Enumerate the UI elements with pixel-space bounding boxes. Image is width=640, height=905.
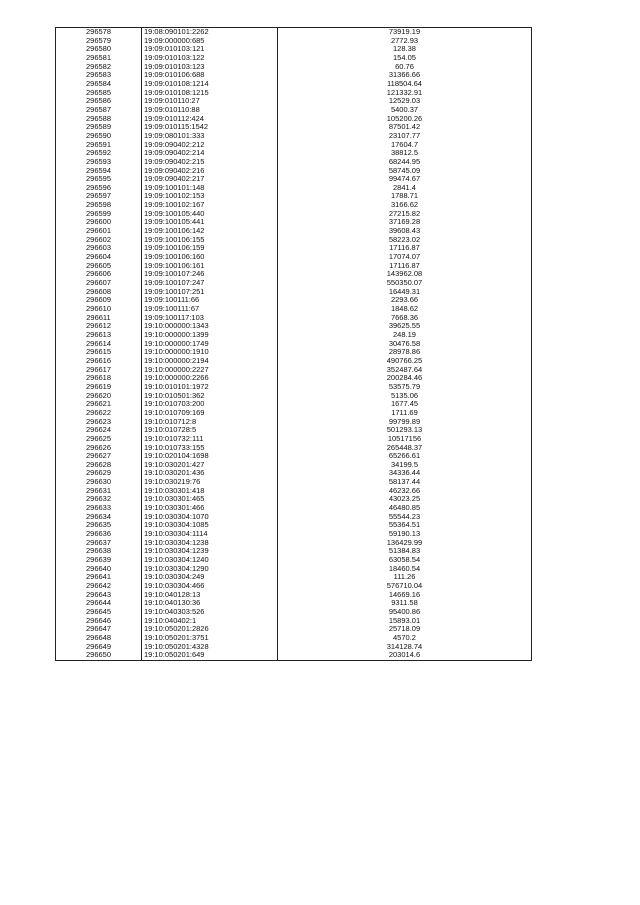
amount-cell: 352487.64 — [278, 366, 532, 375]
amount-cell: 34199.5 — [278, 461, 532, 470]
cadastral-code-cell: 19:09:100111:67 — [142, 305, 278, 314]
row-id-cell: 296631 — [56, 487, 142, 496]
cadastral-code-cell: 19:10:030304:466 — [142, 582, 278, 591]
cadastral-code-cell: 19:09:100102:167 — [142, 201, 278, 210]
row-id-cell: 296582 — [56, 63, 142, 72]
amount-cell: 248.19 — [278, 331, 532, 340]
cadastral-code-cell: 19:10:000000:2227 — [142, 366, 278, 375]
row-id-cell: 296587 — [56, 106, 142, 115]
table-row — [56, 296, 532, 305]
amount-cell: 105200.26 — [278, 115, 532, 124]
cadastral-code-cell: 19:10:000000:2194 — [142, 357, 278, 366]
cadastral-code-cell: 19:09:010106:688 — [142, 71, 278, 80]
cadastral-code-cell: 19:09:090402:216 — [142, 167, 278, 176]
table-row — [56, 244, 532, 253]
cadastral-code-cell: 19:10:020104:1698 — [142, 452, 278, 461]
amount-cell: 265448.37 — [278, 444, 532, 453]
amount-cell: 87501.42 — [278, 123, 532, 132]
amount-cell: 37169.28 — [278, 218, 532, 227]
row-id-cell: 296601 — [56, 227, 142, 236]
cadastral-code-cell: 19:09:100101:148 — [142, 184, 278, 193]
table-row — [56, 322, 532, 331]
amount-cell: 5400.37 — [278, 106, 532, 115]
table-row — [56, 227, 532, 236]
table-row — [56, 184, 532, 193]
row-id-cell: 296590 — [56, 132, 142, 141]
row-id-cell: 296625 — [56, 435, 142, 444]
row-id-cell: 296589 — [56, 123, 142, 132]
table-row — [56, 340, 532, 349]
amount-cell: 99799.89 — [278, 418, 532, 427]
table-row — [56, 89, 532, 98]
row-id-cell: 296650 — [56, 651, 142, 660]
cadastral-code-cell: 19:10:030304:1240 — [142, 556, 278, 565]
row-id-cell: 296599 — [56, 210, 142, 219]
table-row — [56, 374, 532, 383]
table-row — [56, 132, 532, 141]
cadastral-code-cell: 19:10:000000:2266 — [142, 374, 278, 383]
amount-cell: 1848.62 — [278, 305, 532, 314]
cadastral-code-cell: 19:10:000000:1749 — [142, 340, 278, 349]
row-id-cell: 296626 — [56, 444, 142, 453]
amount-cell: 27215.82 — [278, 210, 532, 219]
cadastral-code-cell: 19:10:030201:427 — [142, 461, 278, 470]
row-id-cell: 296608 — [56, 288, 142, 297]
cadastral-code-cell: 19:10:030301:418 — [142, 487, 278, 496]
amount-cell: 16449.31 — [278, 288, 532, 297]
table-row — [56, 565, 532, 574]
table-row — [56, 625, 532, 634]
row-id-cell: 296610 — [56, 305, 142, 314]
amount-cell: 38812.5 — [278, 149, 532, 158]
cadastral-code-cell: 19:10:010501:362 — [142, 392, 278, 401]
cadastral-code-cell: 19:10:030201:436 — [142, 469, 278, 478]
cadastral-code-cell: 19:10:040128:13 — [142, 591, 278, 600]
cadastral-code-cell: 19:10:030304:249 — [142, 573, 278, 582]
cadastral-code-cell: 19:09:000000:685 — [142, 37, 278, 46]
cadastral-code-cell: 19:10:050201:3751 — [142, 634, 278, 643]
cadastral-code-cell: 19:10:050201:649 — [142, 651, 278, 660]
cadastral-code-cell: 19:10:030219:76 — [142, 478, 278, 487]
row-id-cell: 296597 — [56, 192, 142, 201]
row-id-cell: 296648 — [56, 634, 142, 643]
table-row — [56, 461, 532, 470]
cadastral-code-cell: 19:09:090402:217 — [142, 175, 278, 184]
amount-cell: 550350.07 — [278, 279, 532, 288]
row-id-cell: 296584 — [56, 80, 142, 89]
amount-cell: 154.05 — [278, 54, 532, 63]
table-row — [56, 495, 532, 504]
row-id-cell: 296602 — [56, 236, 142, 245]
table-body — [56, 28, 532, 661]
amount-cell: 51384.83 — [278, 547, 532, 556]
amount-cell: 501293.13 — [278, 426, 532, 435]
cadastral-code-cell: 19:10:010703:200 — [142, 400, 278, 409]
table-row — [56, 54, 532, 63]
table-row — [56, 28, 532, 37]
amount-cell: 17604.7 — [278, 141, 532, 150]
row-id-cell: 296583 — [56, 71, 142, 80]
row-id-cell: 296600 — [56, 218, 142, 227]
table-row — [56, 539, 532, 548]
amount-cell: 4570.2 — [278, 634, 532, 643]
table-row — [56, 392, 532, 401]
cadastral-code-cell: 19:09:010112:424 — [142, 115, 278, 124]
amount-cell: 99474.67 — [278, 175, 532, 184]
row-id-cell: 296616 — [56, 357, 142, 366]
row-id-cell: 296606 — [56, 270, 142, 279]
amount-cell: 2772.93 — [278, 37, 532, 46]
table-row — [56, 582, 532, 591]
table-row — [56, 175, 532, 184]
table-row — [56, 314, 532, 323]
amount-cell: 118504.64 — [278, 80, 532, 89]
amount-cell: 1677.45 — [278, 400, 532, 409]
row-id-cell: 296621 — [56, 400, 142, 409]
amount-cell: 5135.06 — [278, 392, 532, 401]
cadastral-code-cell: 19:09:010108:1214 — [142, 80, 278, 89]
cadastral-code-cell: 19:09:100106:161 — [142, 262, 278, 271]
row-id-cell: 296637 — [56, 539, 142, 548]
cadastral-code-cell: 19:10:030304:1238 — [142, 539, 278, 548]
row-id-cell: 296581 — [56, 54, 142, 63]
cadastral-code-cell: 19:10:010728:5 — [142, 426, 278, 435]
table-row — [56, 97, 532, 106]
row-id-cell: 296586 — [56, 97, 142, 106]
row-id-cell: 296618 — [56, 374, 142, 383]
amount-cell: 2841.4 — [278, 184, 532, 193]
table-row — [56, 123, 532, 132]
cadastral-code-cell: 19:09:100106:160 — [142, 253, 278, 262]
table-row — [56, 444, 532, 453]
row-id-cell: 296604 — [56, 253, 142, 262]
row-id-cell: 296607 — [56, 279, 142, 288]
table-row — [56, 366, 532, 375]
row-id-cell: 296640 — [56, 565, 142, 574]
cadastral-code-cell: 19:09:010110:27 — [142, 97, 278, 106]
row-id-cell: 296645 — [56, 608, 142, 617]
cadastral-code-cell: 19:10:000000:1343 — [142, 322, 278, 331]
cadastral-code-cell: 19:09:010103:122 — [142, 54, 278, 63]
amount-cell: 55364.51 — [278, 521, 532, 530]
row-id-cell: 296630 — [56, 478, 142, 487]
table-row — [56, 210, 532, 219]
table-row — [56, 400, 532, 409]
table-row — [56, 115, 532, 124]
table-row — [56, 409, 532, 418]
cadastral-code-cell: 19:10:000000:1910 — [142, 348, 278, 357]
cadastral-code-cell: 19:09:090402:212 — [142, 141, 278, 150]
row-id-cell: 296588 — [56, 115, 142, 124]
table-row — [56, 348, 532, 357]
table-row — [56, 218, 532, 227]
row-id-cell: 296591 — [56, 141, 142, 150]
amount-cell: 34336.44 — [278, 469, 532, 478]
amount-cell: 43023.25 — [278, 495, 532, 504]
cadastral-code-cell: 19:10:030304:1085 — [142, 521, 278, 530]
row-id-cell: 296632 — [56, 495, 142, 504]
row-id-cell: 296646 — [56, 617, 142, 626]
row-id-cell: 296629 — [56, 469, 142, 478]
cadastral-code-cell: 19:10:000000:1399 — [142, 331, 278, 340]
amount-cell: 136429.99 — [278, 539, 532, 548]
amount-cell: 46480.85 — [278, 504, 532, 513]
amount-cell: 1711.69 — [278, 409, 532, 418]
amount-cell: 121332.91 — [278, 89, 532, 98]
amount-cell: 1788.71 — [278, 192, 532, 201]
cadastral-code-cell: 19:10:030304:1239 — [142, 547, 278, 556]
cadastral-code-cell: 19:09:090402:215 — [142, 158, 278, 167]
table-row — [56, 236, 532, 245]
amount-cell: 143962.08 — [278, 270, 532, 279]
table-row — [56, 80, 532, 89]
cadastral-code-cell: 19:10:010732:111 — [142, 435, 278, 444]
cadastral-code-cell: 19:09:100117:103 — [142, 314, 278, 323]
row-id-cell: 296647 — [56, 625, 142, 634]
row-id-cell: 296638 — [56, 547, 142, 556]
amount-cell: 14669.16 — [278, 591, 532, 600]
table-row — [56, 288, 532, 297]
row-id-cell: 296615 — [56, 348, 142, 357]
amount-cell: 128.38 — [278, 45, 532, 54]
table-row — [56, 279, 532, 288]
cadastral-code-cell: 19:08:090101:2262 — [142, 28, 278, 37]
table-row — [56, 158, 532, 167]
row-id-cell: 296596 — [56, 184, 142, 193]
row-id-cell: 296635 — [56, 521, 142, 530]
row-id-cell: 296603 — [56, 244, 142, 253]
table-row — [56, 513, 532, 522]
table-row — [56, 469, 532, 478]
amount-cell: 2293.66 — [278, 296, 532, 305]
cadastral-code-cell: 19:10:030304:1290 — [142, 565, 278, 574]
table-row — [56, 418, 532, 427]
row-id-cell: 296609 — [56, 296, 142, 305]
amount-cell: 17074.07 — [278, 253, 532, 262]
amount-cell: 59190.13 — [278, 530, 532, 539]
table-row — [56, 331, 532, 340]
row-id-cell: 296642 — [56, 582, 142, 591]
table-row — [56, 547, 532, 556]
amount-cell: 17116.87 — [278, 244, 532, 253]
cadastral-code-cell: 19:09:100105:440 — [142, 210, 278, 219]
row-id-cell: 296578 — [56, 28, 142, 37]
amount-cell: 576710.04 — [278, 582, 532, 591]
amount-cell: 18460.54 — [278, 565, 532, 574]
cadastral-code-cell: 19:09:100106:159 — [142, 244, 278, 253]
amount-cell: 53575.79 — [278, 383, 532, 392]
row-id-cell: 296641 — [56, 573, 142, 582]
table-row — [56, 192, 532, 201]
amount-cell: 17116.87 — [278, 262, 532, 271]
row-id-cell: 296649 — [56, 643, 142, 652]
row-id-cell: 296643 — [56, 591, 142, 600]
amount-cell: 95400.86 — [278, 608, 532, 617]
cadastral-code-cell: 19:09:010108:1215 — [142, 89, 278, 98]
amount-cell: 68244.95 — [278, 158, 532, 167]
amount-cell: 10517156 — [278, 435, 532, 444]
row-id-cell: 296627 — [56, 452, 142, 461]
row-id-cell: 296613 — [56, 331, 142, 340]
row-id-cell: 296614 — [56, 340, 142, 349]
row-id-cell: 296605 — [56, 262, 142, 271]
cadastral-code-cell: 19:10:010733:155 — [142, 444, 278, 453]
cadastral-code-cell: 19:09:010103:123 — [142, 63, 278, 72]
amount-cell: 23107.77 — [278, 132, 532, 141]
amount-cell: 58745.09 — [278, 167, 532, 176]
cadastral-code-cell: 19:10:010709:169 — [142, 409, 278, 418]
amount-cell: 314128.74 — [278, 643, 532, 652]
cadastral-code-cell: 19:09:100106:142 — [142, 227, 278, 236]
row-id-cell: 296579 — [56, 37, 142, 46]
row-id-cell: 296580 — [56, 45, 142, 54]
table-row — [56, 478, 532, 487]
amount-cell: 31366.66 — [278, 71, 532, 80]
cadastral-code-cell: 19:09:100102:153 — [142, 192, 278, 201]
table-row — [56, 357, 532, 366]
row-id-cell: 296593 — [56, 158, 142, 167]
cadastral-code-cell: 19:10:010712:8 — [142, 418, 278, 427]
amount-cell: 39608.43 — [278, 227, 532, 236]
table-row — [56, 141, 532, 150]
amount-cell: 25718.09 — [278, 625, 532, 634]
amount-cell: 63058.54 — [278, 556, 532, 565]
table-row — [56, 651, 532, 660]
row-id-cell: 296617 — [56, 366, 142, 375]
amount-cell: 7668.36 — [278, 314, 532, 323]
cadastral-code-cell: 19:09:080101:333 — [142, 132, 278, 141]
table-row — [56, 253, 532, 262]
row-id-cell: 296634 — [56, 513, 142, 522]
cadastral-code-cell: 19:09:100107:247 — [142, 279, 278, 288]
row-id-cell: 296611 — [56, 314, 142, 323]
table-row — [56, 591, 532, 600]
cadastral-code-cell: 19:09:010103:121 — [142, 45, 278, 54]
row-id-cell: 296612 — [56, 322, 142, 331]
cadastral-code-cell: 19:10:030301:466 — [142, 504, 278, 513]
cadastral-code-cell: 19:09:100107:251 — [142, 288, 278, 297]
amount-cell: 3166.62 — [278, 201, 532, 210]
amount-cell: 58137.44 — [278, 478, 532, 487]
amount-cell: 203014.6 — [278, 651, 532, 660]
table-row — [56, 487, 532, 496]
row-id-cell: 296595 — [56, 175, 142, 184]
table-row — [56, 608, 532, 617]
table-row — [56, 573, 532, 582]
amount-cell: 28978.86 — [278, 348, 532, 357]
table-row — [56, 617, 532, 626]
table-row — [56, 149, 532, 158]
row-id-cell: 296620 — [56, 392, 142, 401]
cadastral-code-cell: 19:09:100106:155 — [142, 236, 278, 245]
cadastral-code-cell: 19:10:030304:1114 — [142, 530, 278, 539]
row-id-cell: 296644 — [56, 599, 142, 608]
row-id-cell: 296594 — [56, 167, 142, 176]
row-id-cell: 296639 — [56, 556, 142, 565]
table-row — [56, 643, 532, 652]
cadastral-code-cell: 19:10:030304:1070 — [142, 513, 278, 522]
amount-cell: 490766.25 — [278, 357, 532, 366]
row-id-cell: 296623 — [56, 418, 142, 427]
row-id-cell: 296628 — [56, 461, 142, 470]
table-row — [56, 521, 532, 530]
table-row — [56, 167, 532, 176]
table-row — [56, 37, 532, 46]
table-row — [56, 63, 532, 72]
cadastral-code-cell: 19:10:040303:526 — [142, 608, 278, 617]
table-row — [56, 599, 532, 608]
row-id-cell: 296622 — [56, 409, 142, 418]
cadastral-code-cell: 19:09:100111:66 — [142, 296, 278, 305]
cadastral-code-cell: 19:10:050201:2826 — [142, 625, 278, 634]
table-row — [56, 435, 532, 444]
amount-cell: 39625.55 — [278, 322, 532, 331]
amount-cell: 46232.66 — [278, 487, 532, 496]
cadastral-code-cell: 19:10:040130:36 — [142, 599, 278, 608]
table-row — [56, 71, 532, 80]
amount-cell: 60.76 — [278, 63, 532, 72]
table-row — [56, 383, 532, 392]
cadastral-code-cell: 19:09:010115:1542 — [142, 123, 278, 132]
cadastral-code-cell: 19:09:100105:441 — [142, 218, 278, 227]
row-id-cell: 296592 — [56, 149, 142, 158]
table-row — [56, 45, 532, 54]
cadastral-code-cell: 19:10:010101:1972 — [142, 383, 278, 392]
amount-cell: 12529.03 — [278, 97, 532, 106]
table-row — [56, 305, 532, 314]
cadastral-code-cell: 19:10:040402:1 — [142, 617, 278, 626]
amount-cell: 55544.23 — [278, 513, 532, 522]
table-row — [56, 270, 532, 279]
table-row — [56, 556, 532, 565]
amount-cell: 58223.02 — [278, 236, 532, 245]
data-table — [55, 27, 532, 661]
row-id-cell: 296585 — [56, 89, 142, 98]
cadastral-code-cell: 19:10:030301:465 — [142, 495, 278, 504]
row-id-cell: 296624 — [56, 426, 142, 435]
table-row — [56, 106, 532, 115]
table-row — [56, 530, 532, 539]
amount-cell: 15893.01 — [278, 617, 532, 626]
row-id-cell: 296633 — [56, 504, 142, 513]
row-id-cell: 296636 — [56, 530, 142, 539]
table-row — [56, 426, 532, 435]
amount-cell: 73919.19 — [278, 28, 532, 37]
cadastral-code-cell: 19:10:050201:4328 — [142, 643, 278, 652]
table-row — [56, 201, 532, 210]
cadastral-code-cell: 19:09:100107:246 — [142, 270, 278, 279]
cadastral-code-cell: 19:09:010110:88 — [142, 106, 278, 115]
amount-cell: 111.26 — [278, 573, 532, 582]
table-row — [56, 452, 532, 461]
table-row — [56, 262, 532, 271]
amount-cell: 9311.58 — [278, 599, 532, 608]
table-row — [56, 504, 532, 513]
row-id-cell: 296619 — [56, 383, 142, 392]
row-id-cell: 296598 — [56, 201, 142, 210]
amount-cell: 30476.58 — [278, 340, 532, 349]
cadastral-code-cell: 19:09:090402:214 — [142, 149, 278, 158]
amount-cell: 65266.61 — [278, 452, 532, 461]
table-row — [56, 634, 532, 643]
amount-cell: 200284.46 — [278, 374, 532, 383]
